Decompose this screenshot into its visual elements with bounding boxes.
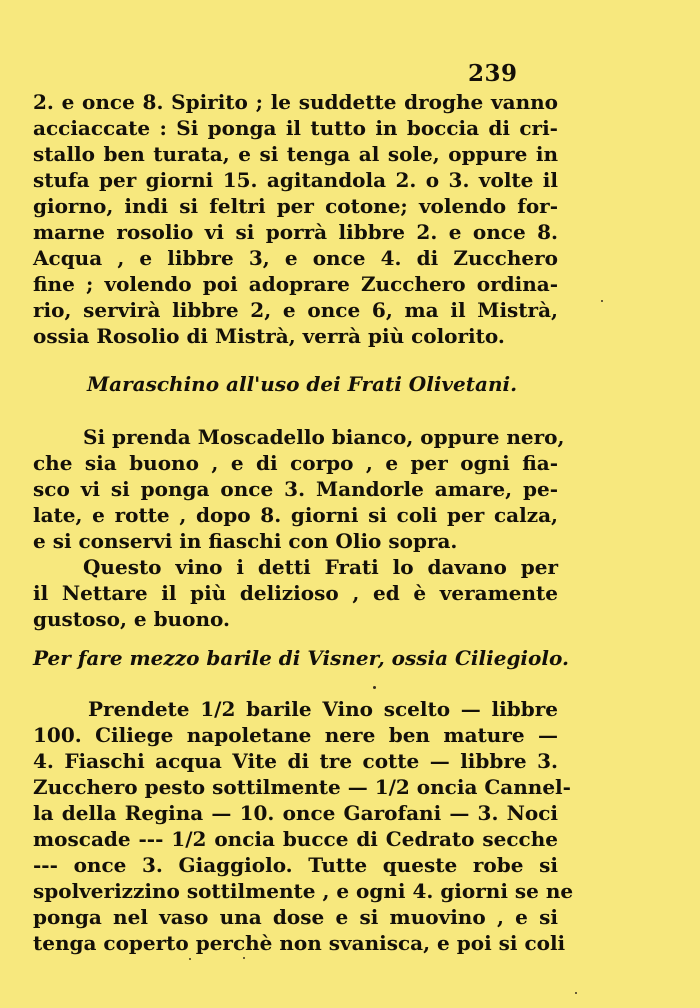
text-line: Prendete 1/2 barile Vino scelto — libbre	[88, 697, 558, 721]
text-line: 2. e once 8. Spirito ; le suddette droghe vanno	[33, 90, 558, 114]
text-line: acciaccate : Si ponga il tutto in boccia di cri-	[33, 116, 558, 140]
text-line: giorno, indi si feltri per cotone; volendo for-	[33, 194, 558, 218]
text-line: 4. Fiaschi acqua Vite di tre cotte — libbre 3.	[33, 749, 558, 773]
text-line: Si prenda Moscadello bianco, oppure nero,	[83, 425, 565, 449]
scan-speck	[243, 957, 245, 959]
text-line: che sia buono , e di corpo , e per ogni fia-	[33, 451, 558, 475]
text-line: stufa per giorni 15. agitandola 2. o 3. volte il	[33, 168, 558, 192]
text-line: Zucchero pesto sottilmente — 1/2 oncia Cannel-	[33, 775, 571, 799]
text-line: marne rosolio vi si porrà libbre 2. e once 8.	[33, 220, 558, 244]
text-line: il Nettare il più delizioso , ed è veramente	[33, 581, 558, 605]
text-line: la della Regina — 10. once Garofani — 3. Noci	[33, 801, 558, 825]
text-line: Questo vino i detti Frati lo davano per	[83, 555, 558, 579]
text-line: late, e rotte , dopo 8. giorni si coli per calza,	[33, 503, 558, 527]
text-line: gustoso, e buono.	[33, 607, 230, 631]
text-line: e si conservi in fiaschi con Olio sopra.	[33, 529, 458, 553]
text-line: tenga coperto perchè non svanisca, e poi si coli	[33, 931, 566, 955]
text-line: ossia Rosolio di Mistrà, verrà più colorito.	[33, 324, 505, 348]
text-line: --- once 3. Giaggiolo. Tutte queste robe si	[33, 853, 558, 877]
text-line: Acqua , e libbre 3, e once 4. di Zucchero	[33, 246, 558, 270]
scan-speck	[601, 300, 603, 302]
page-number: 239	[468, 60, 518, 87]
scan-speck	[575, 992, 577, 994]
recipe-heading: Per fare mezzo barile di Visner, ossia Ciliegiolo.	[33, 646, 569, 670]
text-line: 100. Ciliege napoletane nere ben mature —	[33, 723, 558, 747]
recipe-heading: Maraschino all'uso dei Frati Olivetani.	[87, 372, 518, 396]
text-line: ponga nel vaso una dose e si muovino , e si	[33, 905, 558, 929]
text-line: rio, servirà libbre 2, e once 6, ma il Mistrà,	[33, 298, 558, 322]
text-line: spolverizzino sottilmente , e ogni 4. giorni se ne	[33, 879, 574, 903]
scan-speck	[373, 686, 376, 689]
text-line: stallo ben turata, e si tenga al sole, oppure in	[33, 142, 558, 166]
scan-speck	[189, 958, 191, 960]
text-line: moscade --- 1/2 oncia bucce di Cedrato secche	[33, 827, 558, 851]
text-line: sco vi si ponga once 3. Mandorle amare, pe-	[33, 477, 558, 501]
text-line: fine ; volendo poi adoprare Zucchero ordina-	[33, 272, 558, 296]
